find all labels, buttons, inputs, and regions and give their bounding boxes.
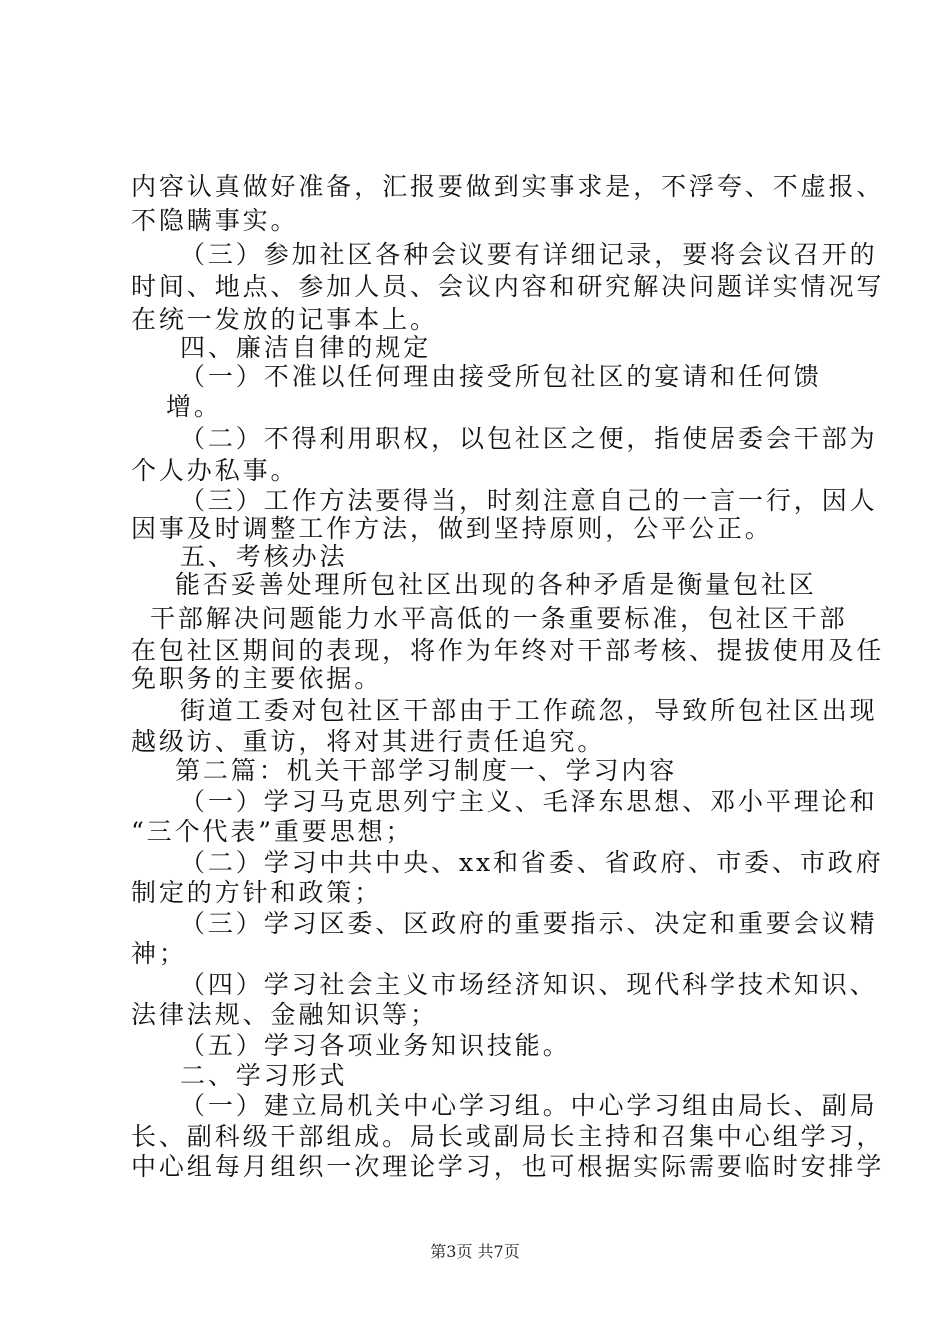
text-line: 法律法规、金融知识等； [131, 1000, 438, 1029]
section-heading: 二、学习形式 [180, 1061, 348, 1090]
text-line: （二）学习中共中央、xx和省委、省政府、市委、市政府 [180, 848, 884, 877]
text-line: 增。 [166, 392, 222, 421]
text-line: 在统一发放的记事本上。 [131, 305, 438, 334]
section-heading: 四、廉洁自律的规定 [180, 333, 432, 362]
text-line: 干部解决问题能力水平高低的一条重要标准，包社区干部 [150, 604, 848, 633]
text-line: 制定的方针和政策； [131, 878, 383, 907]
text-line: 能否妥善处理所包社区出现的各种矛盾是衡量包社区 [175, 570, 817, 599]
text-line: “三个代表”重要思想； [131, 817, 414, 846]
text-line: 因事及时调整工作方法，做到坚持原则，公平公正。 [131, 514, 773, 543]
section-heading: 第二篇：机关干部学习制度一、学习内容 [175, 756, 678, 785]
text-line: 长、副科级干部组成。局长或副局长主持和召集中心组学习， [131, 1122, 885, 1151]
text-line: （一）不准以任何理由接受所包社区的宴请和任何馈 [180, 362, 822, 391]
text-line: （三）参加社区各种会议要有详细记录，要将会议召开的 [180, 240, 878, 269]
page-number-footer: 第3页 共7页 [430, 1242, 520, 1261]
text-line: 在包社区期间的表现，将作为年终对干部考核、提拔使用及任 [131, 636, 885, 665]
text-line: 免职务的主要依据。 [131, 664, 383, 693]
text-line: 内容认真做好准备，汇报要做到实事求是，不浮夸、不虚报、 [131, 172, 885, 201]
text-line: （三）学习区委、区政府的重要指示、决定和重要会议精 [180, 909, 878, 938]
text-line: 时间、地点、参加人员、会议内容和研究解决问题详实情况写 [131, 272, 885, 301]
text-line: 神； [131, 939, 187, 968]
text-line: （一）建立局机关中心学习组。中心学习组由局长、副局 [180, 1091, 878, 1120]
text-line: 越级访、重访，将对其进行责任追究。 [131, 727, 606, 756]
text-line: （五）学习各项业务知识技能。 [180, 1031, 571, 1060]
text-line: 个人办私事。 [131, 456, 299, 485]
text-line: （一）学习马克思列宁主义、毛泽东思想、邓小平理论和 [180, 787, 878, 816]
section-heading: 五、考核办法 [180, 542, 348, 571]
text-line: （二）不得利用职权，以包社区之便，指使居委会干部为 [180, 424, 878, 453]
text-line: （四）学习社会主义市场经济知识、现代科学技术知识、 [180, 970, 878, 999]
text-line: 街道工委对包社区干部由于工作疏忽，导致所包社区出现 [180, 696, 878, 725]
text-line: 中心组每月组织一次理论学习，也可根据实际需要临时安排学 [131, 1152, 885, 1181]
text-line: 不隐瞒事实。 [131, 206, 299, 235]
text-line: （三）工作方法要得当，时刻注意自己的一言一行，因人 [180, 486, 878, 515]
